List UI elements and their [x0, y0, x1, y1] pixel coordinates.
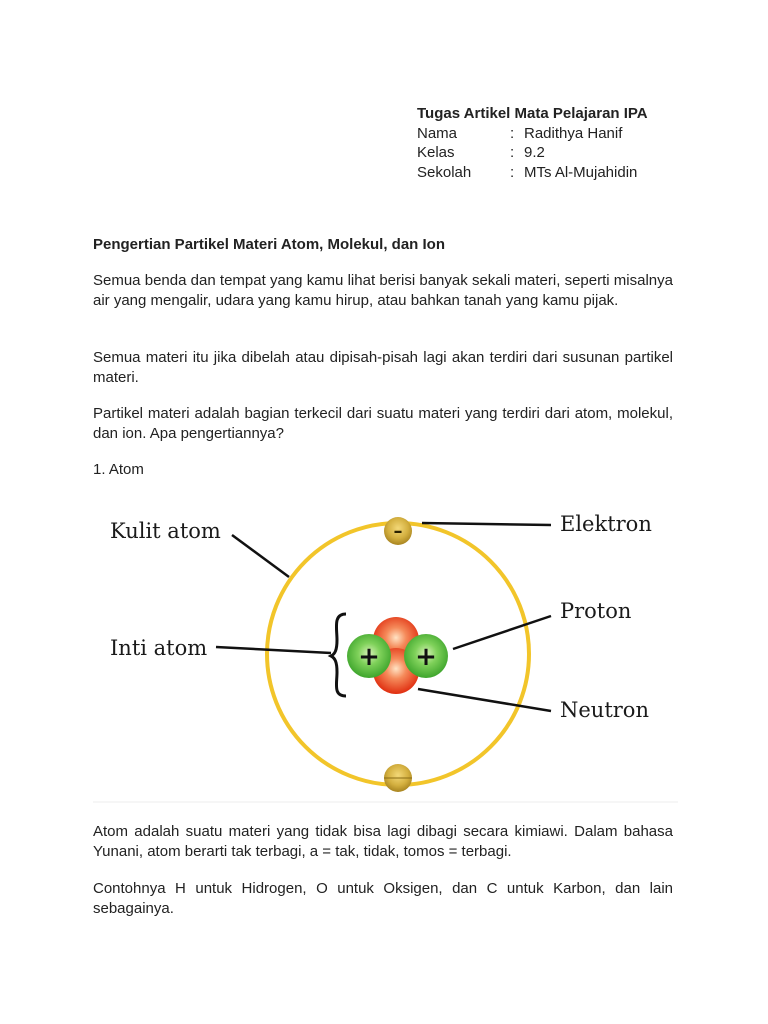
assignment-header [417, 104, 648, 182]
header-row-class [417, 143, 648, 163]
proton-right [404, 634, 448, 678]
paragraph-5: Contohnya H untuk Hidrogen, O untuk Oksigen, dan C untuk Karbon, dan lain sebagainya. [93, 880, 673, 917]
atom-diagram-svg [93, 490, 683, 808]
header-value-school: MTs Al-Mujahidin [524, 163, 638, 181]
leader-nucleus [216, 647, 331, 653]
label-electron: Elektron [560, 512, 652, 536]
paragraph-2: Semua materi itu jika dibelah atau dipisah-pisah lagi akan terdiri dari susunan partikel materi. [93, 349, 673, 386]
atom-diagram [93, 490, 683, 808]
assignment-title: Tugas Artikel Mata Pelajaran IPA [417, 105, 648, 122]
label-nucleus: Inti atom [110, 636, 208, 660]
leader-neutron [418, 689, 551, 711]
header-label-class: Kelas [417, 144, 455, 161]
header-value-class: 9.2 [524, 144, 545, 161]
minus-sign: – [393, 521, 403, 542]
label-proton: Proton [560, 599, 632, 623]
paragraph-3: Partikel materi adalah bagian terkecil dari suatu materi yang terdiri dari atom, molekul, dan ion. Apa pengertiannya? [93, 405, 673, 442]
header-label-school: Sekolah [417, 163, 472, 181]
header-label-name: Nama [417, 124, 458, 142]
header-separator: : [510, 163, 515, 181]
header-row-school [417, 163, 648, 183]
electron-top [384, 517, 412, 545]
section-heading-atom: 1. Atom [93, 461, 144, 478]
article-heading: Pengertian Partikel Materi Atom, Molekul, dan Ion [93, 236, 446, 253]
proton-left [347, 634, 391, 678]
leader-shell [232, 535, 289, 577]
nucleus-brace [331, 614, 346, 696]
label-shell: Kulit atom [110, 519, 221, 543]
plus-sign: + [415, 642, 437, 672]
leader-electron [422, 523, 551, 525]
paragraph-4: Atom adalah suatu materi yang tidak bisa lagi dibagi secara kimiawi. Dalam bahasa Yunani, atom berarti tak terbagi, a = tak, tidak, tomos = terbagi. [93, 823, 673, 860]
header-separator: : [510, 124, 515, 142]
plus-sign: + [358, 642, 380, 672]
header-value-name: Radithya Hanif [524, 124, 623, 142]
paragraph-1: Semua benda dan tempat yang kamu lihat berisi banyak sekali materi, seperti misalnya air yang mengalir, udara yang kamu hirup, atau bahkan tanah yang kamu pijak. [93, 272, 673, 309]
electron-bottom [384, 764, 412, 792]
label-neutron: Neutron [560, 698, 649, 722]
leader-proton [453, 616, 551, 649]
header-separator: : [510, 144, 515, 161]
header-row-name [417, 124, 648, 144]
